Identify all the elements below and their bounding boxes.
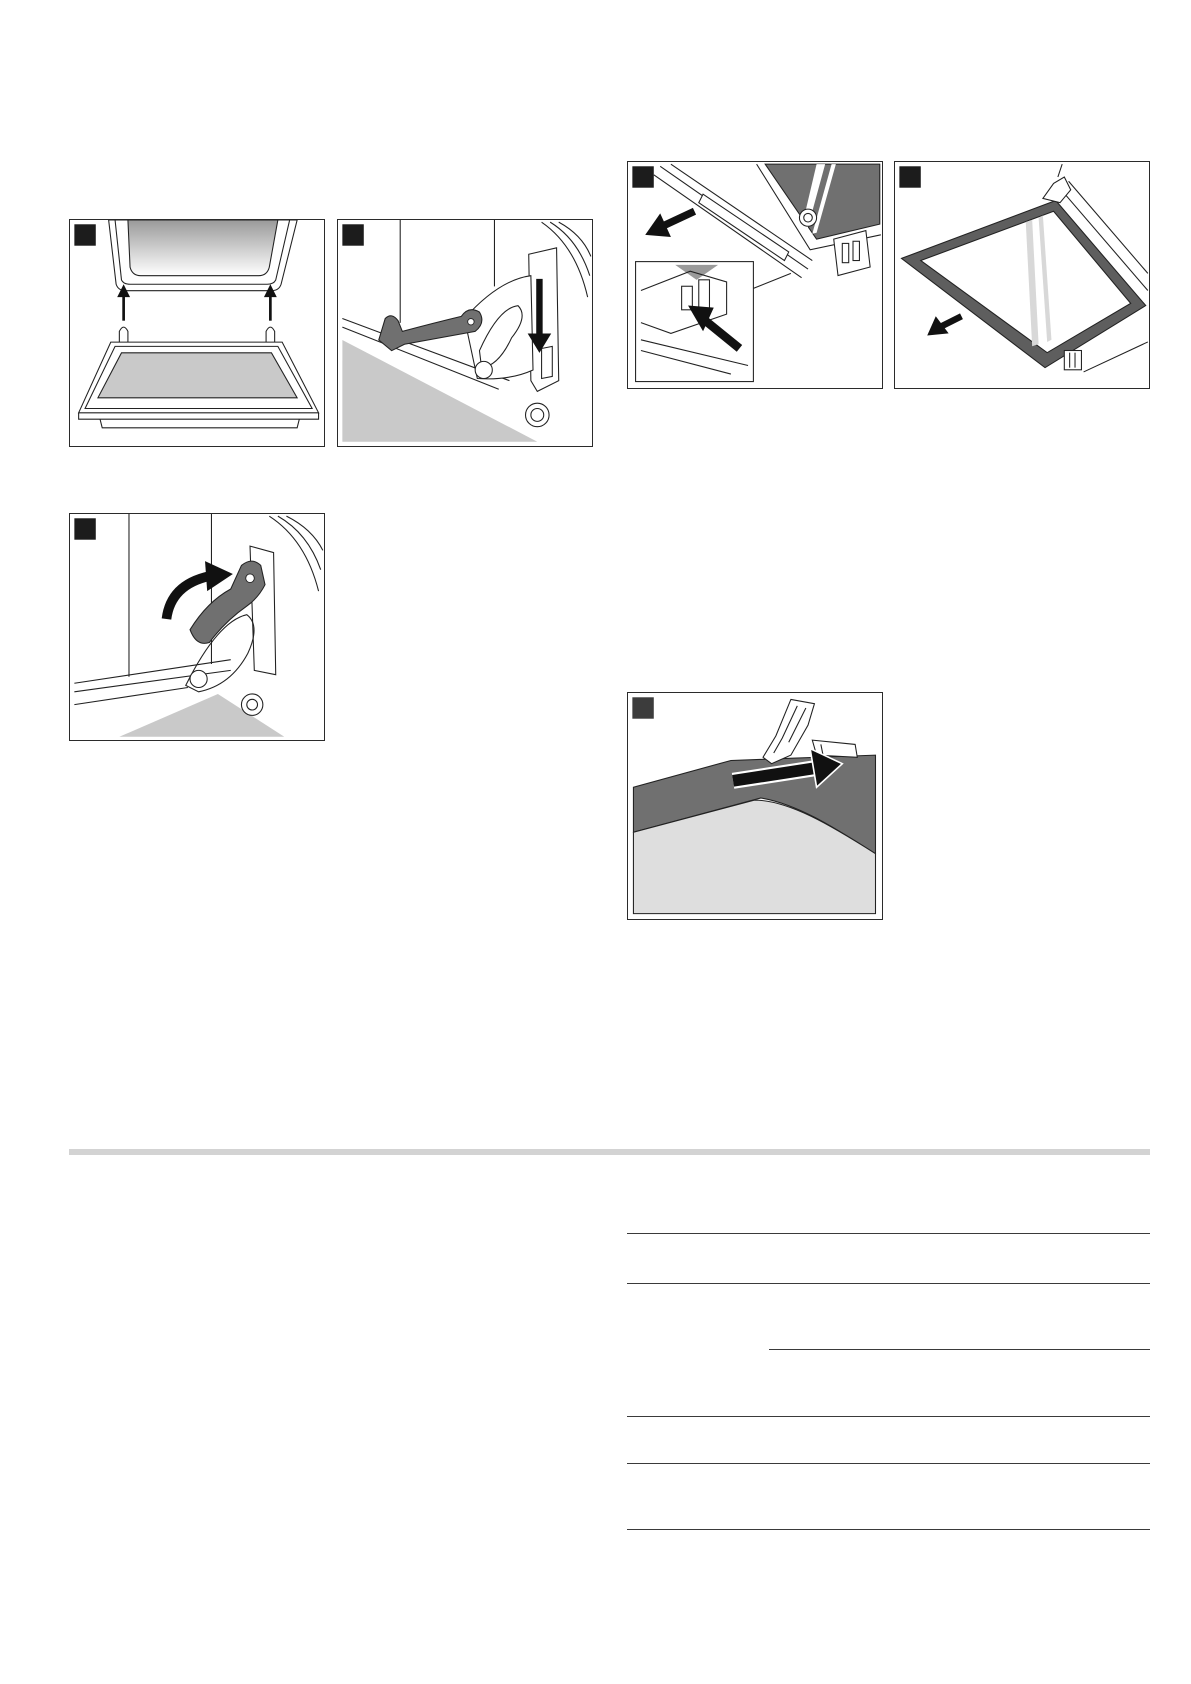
mounting-hook [119, 327, 128, 342]
inner-glass-lift-icon [70, 220, 324, 446]
step-marker [74, 224, 95, 245]
inner-glass-panel [109, 220, 298, 291]
hinge-lever-up-icon [70, 514, 324, 740]
figure-glass-panel-remove [894, 161, 1150, 389]
table-row-divider [627, 1416, 1150, 1417]
step-marker [342, 224, 363, 245]
table-row-divider [627, 1529, 1150, 1530]
hinge-lever [379, 310, 482, 351]
hinge-lever-down-icon [338, 220, 592, 446]
figure-hinge-lever-up [69, 513, 325, 741]
step-marker [632, 697, 653, 718]
detail-inset [636, 262, 791, 382]
arrow-down-left-icon [645, 211, 694, 237]
mounting-hook [266, 327, 275, 342]
figure-inner-glass-lift [69, 219, 325, 447]
section-divider [69, 1149, 1150, 1155]
table-row-divider [627, 1463, 1150, 1464]
step-marker [74, 518, 95, 539]
step-marker [899, 166, 920, 187]
arrow-down-left-icon [927, 316, 961, 335]
glass-panel [902, 201, 1146, 368]
screw-icon [241, 694, 262, 715]
table-subrow-divider [769, 1349, 1150, 1350]
table-row-divider [627, 1233, 1150, 1234]
door-strip-insert-icon [628, 693, 882, 919]
glass-clip-release-icon [628, 162, 882, 388]
glass-clip [834, 231, 870, 276]
figure-glass-clip-release [627, 161, 883, 389]
table-row-divider [627, 1283, 1150, 1284]
figure-door-strip-insert [627, 692, 883, 920]
screw-icon [526, 403, 550, 427]
glass-panel-remove-icon [895, 162, 1149, 388]
figure-hinge-lever-down [337, 219, 593, 447]
tool [763, 699, 814, 763]
step-marker [632, 166, 653, 187]
door-frame [79, 342, 319, 428]
